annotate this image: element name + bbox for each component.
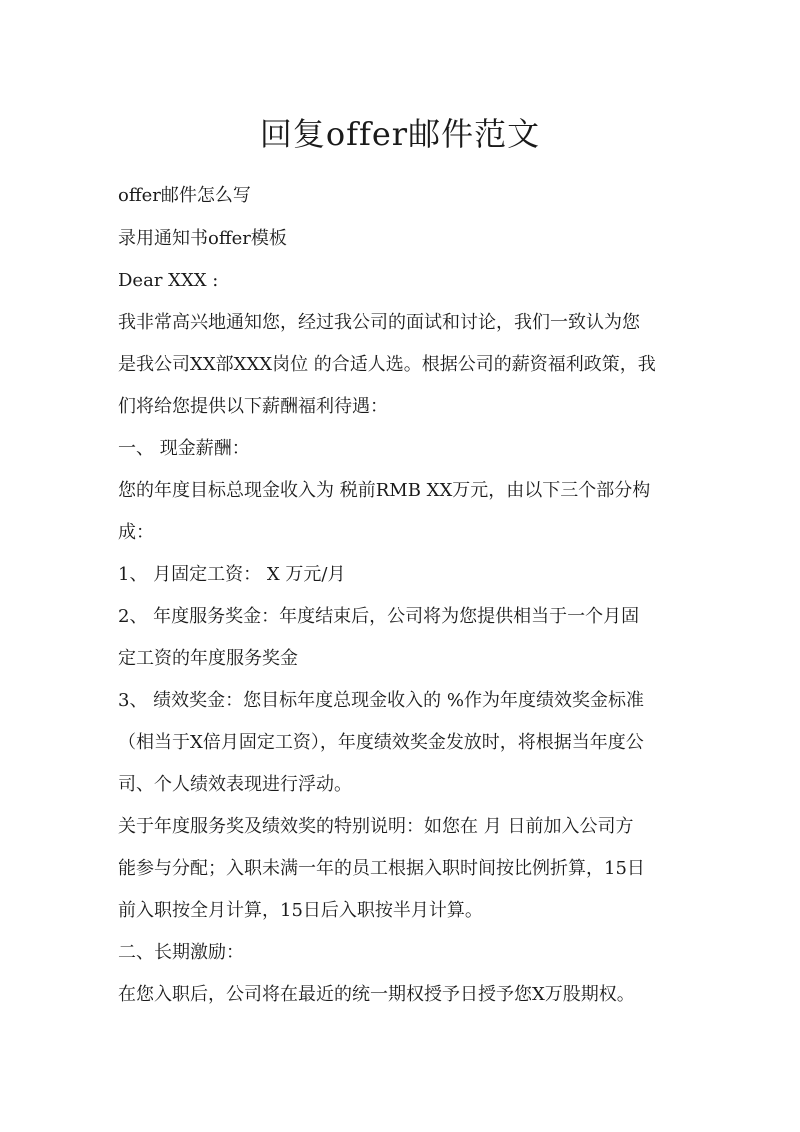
text-line: 二、长期激励： <box>118 942 244 963</box>
text-line: 1、 月固定工资： X 万元/月 <box>118 564 346 585</box>
text-line: 司、个人绩效表现进行浮动。 <box>118 774 352 795</box>
text-line: 2、 年度服务奖金：年度结束后，公司将为您提供相当于一个月固 <box>118 606 640 627</box>
text-line: 定工资的年度服务奖金 <box>118 648 298 669</box>
text-line: 我非常高兴地通知您，经过我公司的面试和讨论，我们一致认为您 <box>118 312 640 333</box>
text-line: 们将给您提供以下薪酬福利待遇： <box>118 396 388 417</box>
text-line: 3、 绩效奖金：您目标年度总现金收入的 %作为年度绩效奖金标准 <box>118 690 644 711</box>
page-title: 回复offer邮件范文 <box>259 115 541 153</box>
text-line: 一、 现金薪酬： <box>118 438 250 459</box>
text-line: 前入职按全月计算，15日后入职按半月计算。 <box>118 900 483 921</box>
text-line: 在您入职后，公司将在最近的统一期权授予日授予您X万股期权。 <box>118 984 635 1005</box>
text-line: 能参与分配；入职未满一年的员工根据入职时间按比例折算，15日 <box>118 858 645 879</box>
text-line: （相当于X倍月固定工资），年度绩效奖金发放时，将根据当年度公 <box>118 732 644 753</box>
text-line: 成： <box>118 522 154 543</box>
text-line: offer邮件怎么写 <box>118 185 251 206</box>
text-line: 您的年度目标总现金收入为 税前RMB XX万元，由以下三个部分构 <box>118 480 651 501</box>
text-line: 是我公司XX部XXX岗位 的合适人选。根据公司的薪资福利政策，我 <box>118 354 656 375</box>
text-line: 录用通知书offer模板 <box>118 228 287 249</box>
text-line: 关于年度服务奖及绩效奖的特别说明：如您在 月 日前加入公司方 <box>118 816 634 837</box>
text-line: Dear XXX : <box>118 270 219 291</box>
